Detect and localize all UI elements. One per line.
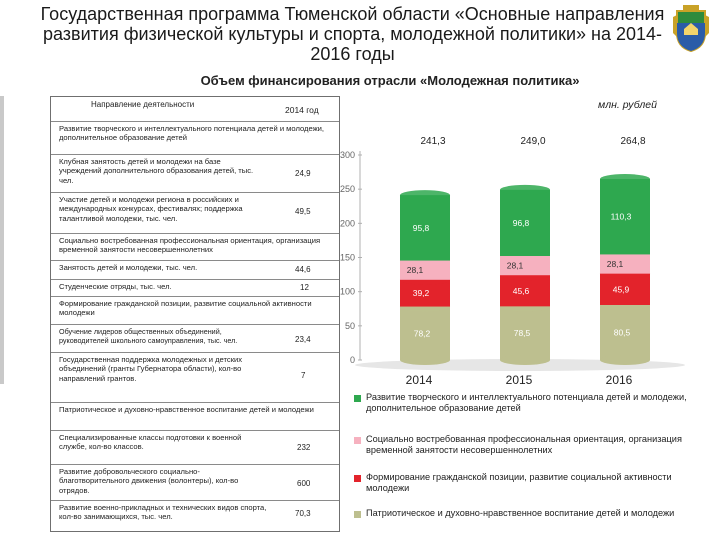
table-row-value: 24,9: [295, 169, 311, 178]
table-header-label: Направление деятельности: [91, 100, 195, 109]
bar-value-label: 28,1: [506, 260, 524, 271]
y-tick-label: 150: [339, 252, 355, 263]
left-decor-bar: [0, 96, 4, 384]
table-row-value: 7: [301, 371, 306, 380]
bar-value-label: 78,2: [413, 328, 431, 339]
legend-label: Социально востребованная профессиональная ориентация, организация временной занятости несовершеннолетних: [366, 434, 682, 455]
y-tick-label: 200: [339, 218, 355, 229]
tyumen-coat-of-arms-icon: [669, 3, 713, 53]
bar-value-label: 110,3: [610, 211, 632, 222]
table-row: [51, 192, 339, 233]
y-tick-label: 50: [344, 320, 355, 331]
y-tick-label: 0: [349, 355, 355, 365]
table-section-row: [51, 296, 339, 324]
table-row: [51, 430, 339, 464]
table-row-value: 600: [297, 479, 311, 488]
x-tick-label: 2016: [605, 373, 633, 387]
table-section-label: Патриотическое и духовно-нравственное воспитание детей и молодежи: [59, 405, 314, 414]
bar-base: [500, 355, 550, 365]
table-row: [51, 260, 339, 279]
bar-value-label: 39,2: [412, 288, 430, 299]
table-row-label: Государственная поддержка молодежных и детских объединений (гранты Губернатора области), кол-во направлений грантов.: [59, 355, 243, 383]
table-row: [51, 352, 339, 402]
table-row-value: 44,6: [295, 265, 311, 274]
bar-segment-cap: [600, 174, 650, 184]
legend-label: Патриотическое и духовно-нравственное воспитание детей и молодежи: [366, 508, 675, 518]
table-row-label: Клубная занятость детей и молодежи на базе учреждений дополнительного образования детей, тыс. чел.: [59, 157, 254, 185]
table-row-label: Развитие военно-прикладных и технических видов спорта, кол-во занимающихся, тыс. чел.: [59, 503, 267, 522]
table-header-year: 2014 год: [285, 105, 319, 115]
table-header-row: [51, 97, 339, 121]
legend-label: Развитие творческого и интеллектуального потенциала детей и молодежи, дополнительное образование детей: [366, 392, 687, 413]
bar-value-label: 96,8: [512, 217, 530, 228]
bar-segment-cap: [400, 190, 450, 200]
stacked-bar-chart: [330, 120, 715, 392]
table-section-label: Развитие творческого и интеллектуального потенциала детей и молодежи, дополнительное образование детей: [59, 124, 325, 143]
bar-total-label: 241,3: [420, 136, 446, 147]
bar-value-label: 28,1: [406, 265, 424, 276]
table-section-label: Формирование гражданской позиции, развитие социальной активности молодежи: [59, 299, 312, 318]
table-row-value: 49,5: [295, 207, 311, 216]
table-row-value: 23,4: [295, 335, 311, 344]
table-row: [51, 464, 339, 500]
bar-value-label: 45,9: [612, 284, 630, 295]
chart-subtitle: Объем финансирования отрасли «Молодежная политика»: [200, 73, 580, 88]
bar-value-label: 78,5: [513, 328, 531, 339]
table-row-label: Специализированные классы подготовки к военной службе, кол-во классов.: [59, 433, 242, 452]
table-row-label: Студенческие отряды, тыс. чел.: [59, 282, 172, 291]
table-row-label: Участие детей и молодежи региона в российских и международных конкурсах, фестивалях; поддержка талантливой молодежи, тыс. чел.: [59, 195, 243, 223]
table-section-row: [51, 402, 339, 430]
legend-swatch: [354, 475, 361, 482]
bar-total-label: 249,0: [520, 136, 546, 147]
bar-segment-cap: [500, 185, 550, 195]
table-section-label: Социально востребованная профессиональная ориентация, организация временной занятости несовершеннолетних: [59, 236, 321, 255]
legend-swatch: [354, 511, 361, 518]
bar-value-label: 28,1: [606, 259, 624, 270]
table-row-label: Развитие добровольческого социально-благотворительного движения (волонтеры), кол-во отрядов.: [59, 467, 239, 495]
table-row-value: 232: [297, 443, 311, 452]
table-row-label: Обучение лидеров общественных объединений, руководителей школьного самоуправления, тыс. чел.: [59, 327, 238, 346]
bar-value-label: 80,5: [613, 327, 631, 338]
y-tick-label: 300: [339, 150, 355, 160]
table-row-value: 70,3: [295, 509, 311, 518]
y-tick-label: 250: [339, 184, 355, 195]
unit-label: млн. рублей: [598, 99, 657, 111]
table-row-label: Занятость детей и молодежи, тыс. чел.: [59, 263, 198, 272]
legend-swatch: [354, 437, 361, 444]
table-row: [51, 154, 339, 192]
table-section-row: [51, 121, 339, 154]
table-row-value: 12: [300, 283, 309, 292]
table-section-row: [51, 233, 339, 260]
bar-value-label: 95,8: [412, 222, 430, 233]
bar-base: [400, 355, 450, 365]
table-row: [51, 279, 339, 296]
y-tick-label: 100: [339, 286, 355, 297]
indicators-table: [50, 96, 340, 532]
table-row: [51, 324, 339, 352]
legend-swatch: [354, 395, 361, 402]
legend-label: Формирование гражданской позиции, развитие социальной активности молодежи: [366, 472, 672, 493]
bar-value-label: 45,6: [512, 285, 530, 296]
x-tick-label: 2014: [405, 373, 433, 387]
x-tick-label: 2015: [505, 373, 533, 387]
table-row: [51, 500, 339, 533]
bar-total-label: 264,8: [620, 136, 646, 147]
bar-base: [600, 355, 650, 365]
slide-title: Государственная программа Тюменской области «Основные направления развития физической культуры и спорта, молодежной политики» на 2014-2016 годы: [40, 4, 665, 64]
